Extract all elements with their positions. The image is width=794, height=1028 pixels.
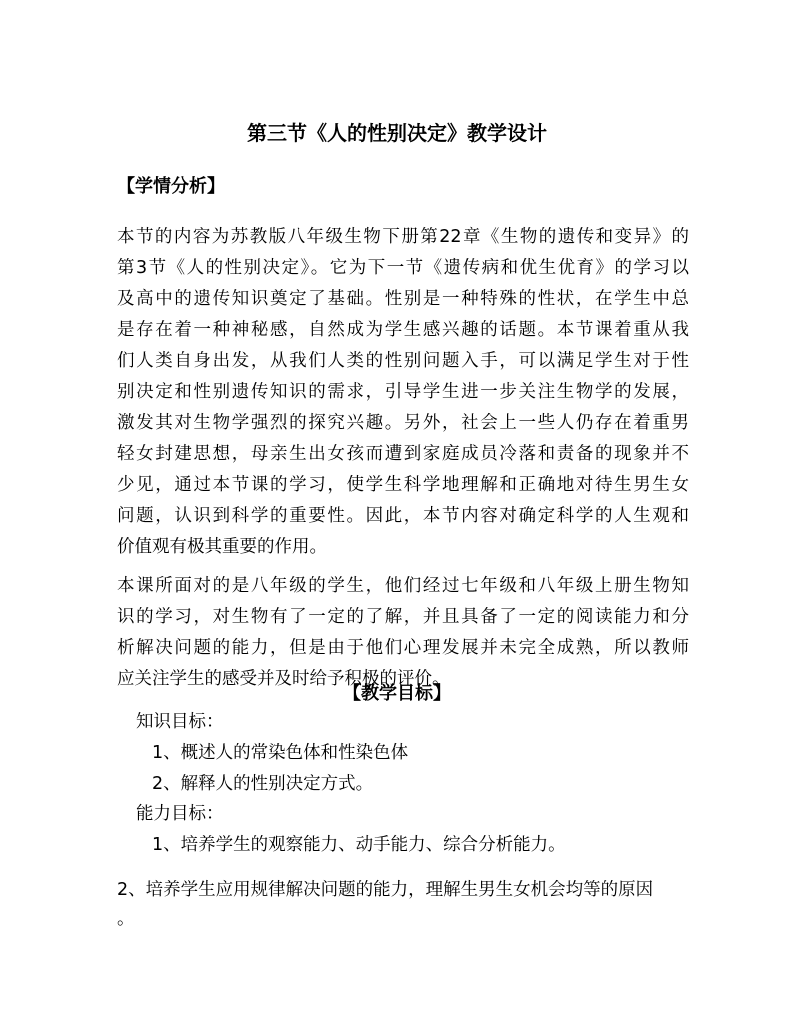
text-line: 应关注学生的感受并及时给予积极的评价。 (117, 669, 450, 689)
knowledge-objective-item: 1、概述人的常染色体和性染色体 (152, 743, 409, 763)
text-line: 及高中的遗传知识奠定了基础。性别是一种特殊的性状，在学生中总 (117, 289, 689, 309)
text-line: 价值观有极其重要的作用。 (117, 537, 327, 557)
ability-objectives-label: 能力目标： (136, 804, 224, 824)
text-line: 析解决问题的能力，但是由于他们心理发展并未完全成熟，所以教师 (117, 638, 689, 658)
text-line: 少见，通过本节课的学习，使学生科学地理解和正确地对待生男生女 (117, 475, 689, 495)
text-line: 是存在着一种神秘感，自然成为学生感兴趣的话题。本节课着重从我 (117, 320, 689, 340)
paragraph-learning-analysis-2 (117, 571, 689, 695)
ability-objective-item-2-continuation: 。 (117, 909, 135, 929)
section-heading-teaching-objectives: 【教学目标】 (343, 683, 451, 704)
text-line: 本节的内容为苏教版八年级生物下册第22章《生物的遗传和变异》的 (117, 227, 689, 247)
text-line: 本课所面对的是八年级的学生，他们经过七年级和八年级上册生物知 (117, 576, 689, 596)
text-line: 激发其对生物学强烈的探究兴趣。另外，社会上一些人仍存在着重男 (117, 413, 689, 433)
text-line: 们人类自身出发，从我们人类的性别问题入手，可以满足学生对于性 (117, 351, 689, 371)
knowledge-objective-item: 2、解释人的性别决定方式。 (152, 774, 374, 794)
ability-objective-item: 1、培养学生的观察能力、动手能力、综合分析能力。 (152, 835, 566, 855)
document-title: 第三节《人的性别决定》教学设计 (247, 121, 547, 145)
knowledge-objectives-label: 知识目标： (136, 712, 224, 732)
text-line: 轻女封建思想，母亲生出女孩而遭到家庭成员冷落和责备的现象并不 (117, 444, 689, 464)
text-line: 识的学习，对生物有了一定的了解，并且具备了一定的阅读能力和分 (117, 607, 689, 627)
text-line: 问题，认识到科学的重要性。因此，本节内容对确定科学的人生观和 (117, 506, 689, 526)
text-line: 第3节《人的性别决定》。它为下一节《遗传病和优生优育》的学习以 (117, 258, 689, 278)
ability-objective-item-2: 2、培养学生应用规律解决问题的能力，理解生男生女机会均等的原因 (117, 880, 654, 900)
paragraph-learning-analysis-1 (117, 222, 689, 563)
section-heading-learning-analysis: 【学情分析】 (117, 176, 225, 197)
text-line: 别决定和性别遗传知识的需求，引导学生进一步关注生物学的发展， (117, 382, 689, 402)
